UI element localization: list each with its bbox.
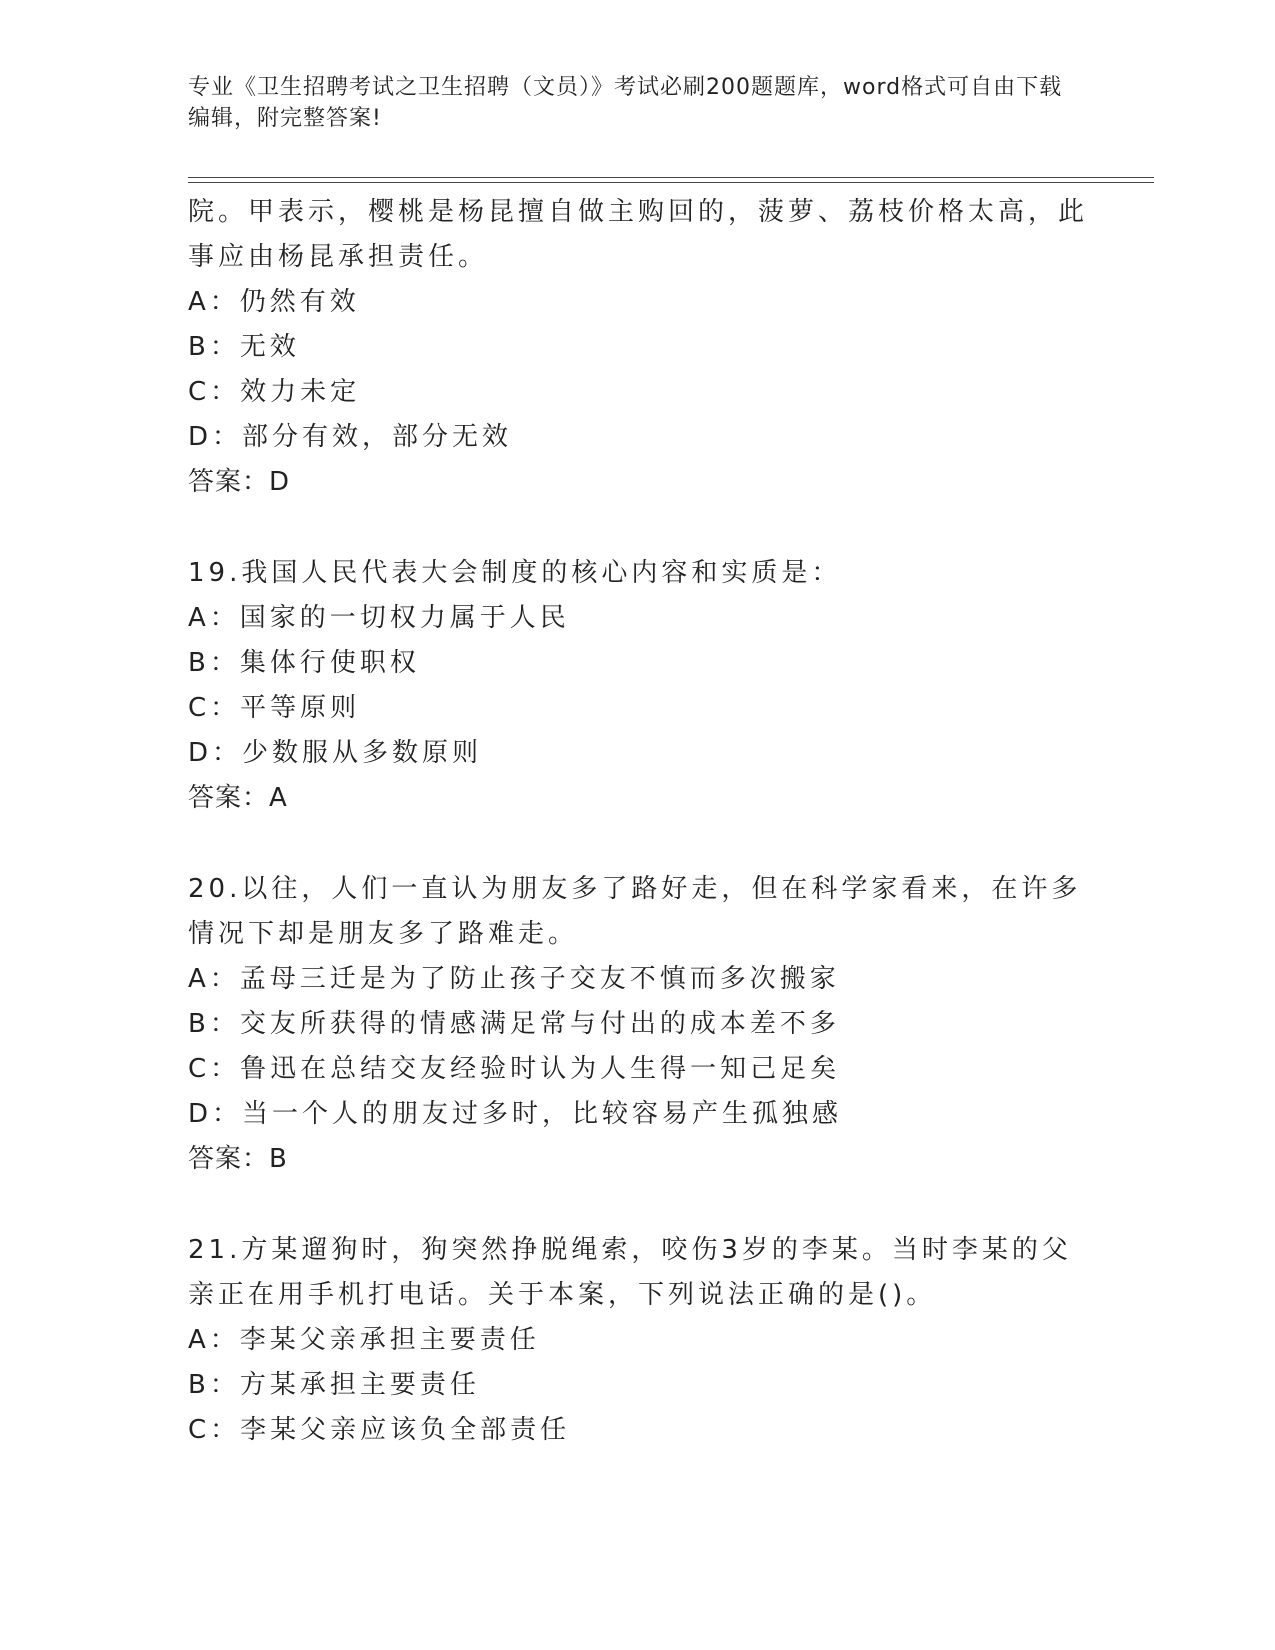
spacer [188,505,1088,551]
option-b: B：方某承担主要责任 [188,1370,480,1400]
question-text: 19.我国人民代表大会制度的核心内容和实质是： [188,558,842,588]
answer-line: 答案：A [188,783,288,813]
option-a: A：李某父亲承担主要责任 [188,1325,540,1355]
option-d: D：当一个人的朋友过多时，比较容易产生孤独感 [188,1099,843,1129]
question-text: 21.方某遛狗时，狗突然挣脱绳索，咬伤3岁的李某。当时李某的父亲正在用手机打电话。关于本案，下列说法正确的是()。 [188,1235,1072,1310]
document-body [188,190,1088,1453]
question-text: 院。甲表示，樱桃是杨昆擅自做主购回的，菠萝、荔枝价格太高，此事应由杨昆承担责任。 [188,197,1089,272]
option-b: B：无效 [188,332,300,362]
question-20 [188,867,1088,1182]
spacer [188,821,1088,867]
option-d: D：部分有效，部分无效 [188,422,513,452]
header-divider [188,177,1154,178]
question-continued [188,190,1088,505]
option-a: A：仍然有效 [188,287,360,317]
answer-line: 答案：B [188,1144,288,1174]
option-c: C：李某父亲应该负全部责任 [188,1415,571,1445]
option-a: A：孟母三迁是为了防止孩子交友不慎而多次搬家 [188,964,840,994]
document-header: 专业《卫生招聘考试之卫生招聘（文员）》考试必刷200题题库，word格式可自由下载编辑，附完整答案! [188,75,1063,131]
option-c: C：效力未定 [188,377,361,407]
question-21 [188,1228,1088,1453]
header-divider-second [188,182,1154,183]
option-b: B：集体行使职权 [188,648,420,678]
question-19 [188,551,1088,821]
option-c: C：平等原则 [188,693,361,723]
option-d: D：少数服从多数原则 [188,738,483,768]
option-c: C：鲁迅在总结交友经验时认为人生得一知己足矣 [188,1054,841,1084]
question-text: 20.以往，人们一直认为朋友多了路好走，但在科学家看来，在许多情况下却是朋友多了路难走。 [188,874,1082,949]
option-b: B：交友所获得的情感满足常与付出的成本差不多 [188,1009,840,1039]
spacer [188,1182,1088,1228]
answer-line: 答案：D [188,467,291,497]
option-a: A：国家的一切权力属于人民 [188,603,570,633]
